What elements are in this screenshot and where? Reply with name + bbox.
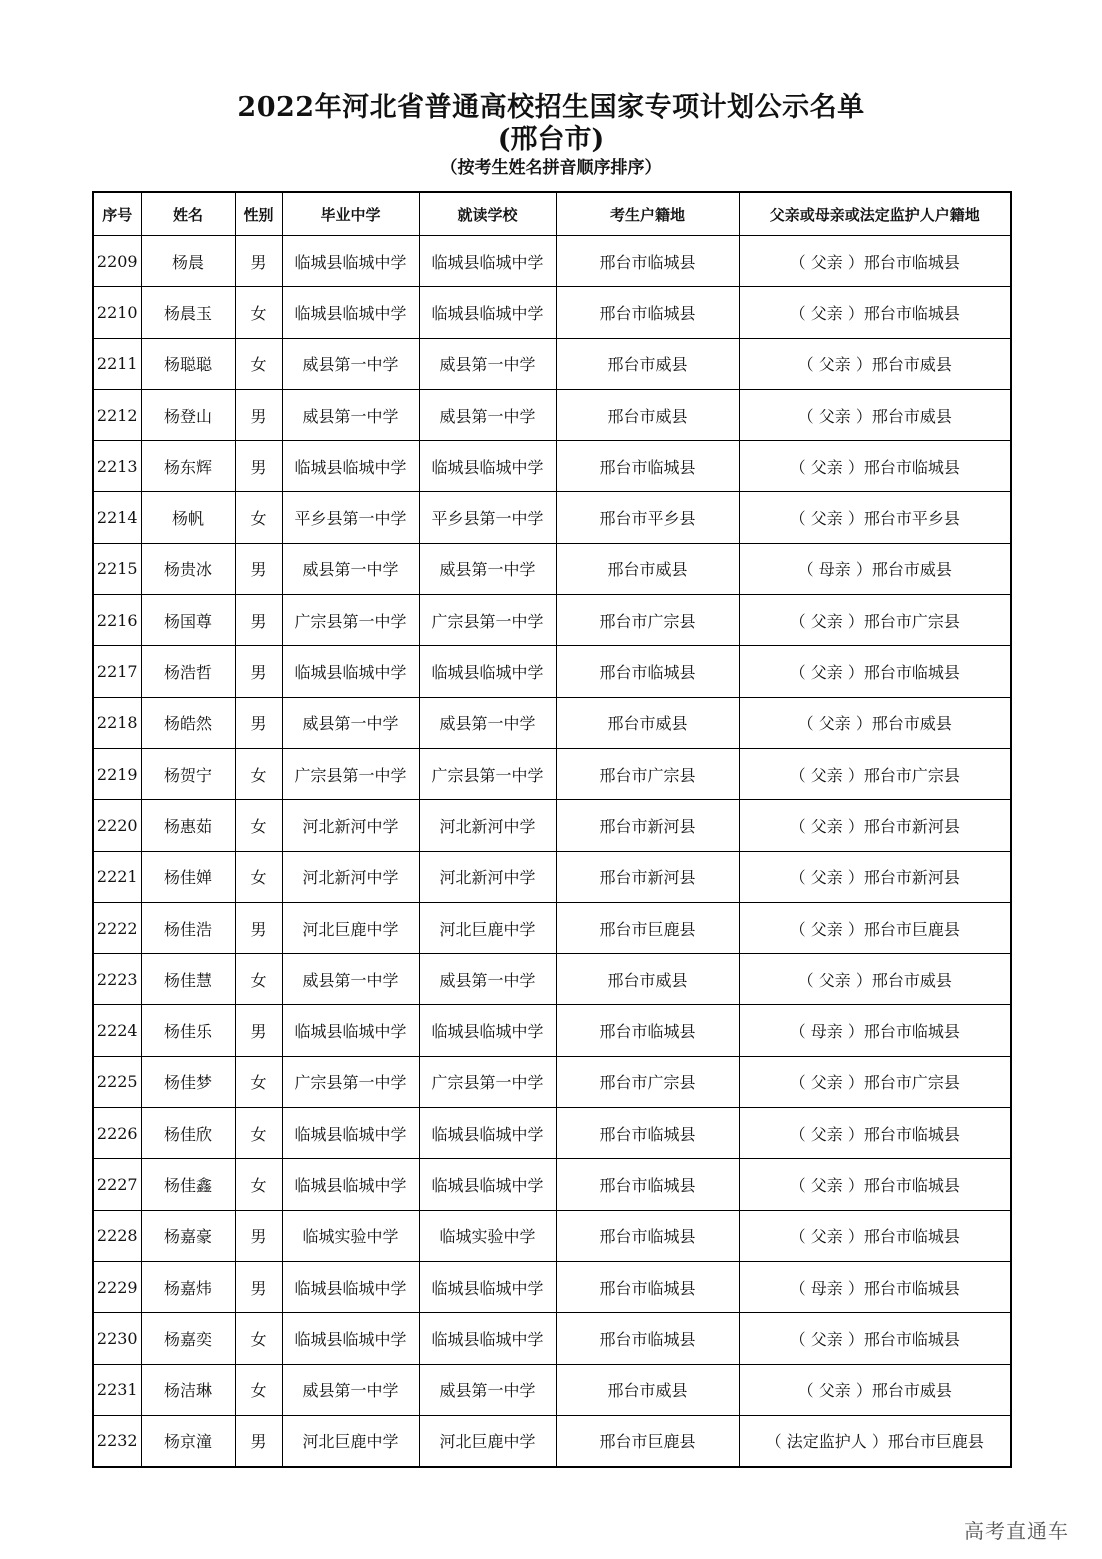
cell-seq: 2222 [93, 902, 141, 953]
cell-graduation-school: 临城县临城中学 [282, 236, 419, 287]
table-row [93, 1056, 1011, 1107]
cell-graduation-school: 广宗县第一中学 [282, 1056, 419, 1107]
cell-seq: 2218 [93, 697, 141, 748]
cell-household-registration: 邢台市威县 [556, 1364, 739, 1415]
cell-gender: 男 [235, 646, 282, 697]
cell-graduation-school: 河北巨鹿中学 [282, 1415, 419, 1467]
cell-graduation-school: 临城县临城中学 [282, 1313, 419, 1364]
cell-name: 杨佳鑫 [141, 1159, 235, 1210]
cell-name: 杨佳欣 [141, 1108, 235, 1159]
cell-current-school: 河北新河中学 [419, 800, 556, 851]
cell-guardian-registration: （ 父亲 ）邢台市新河县 [739, 800, 1011, 851]
cell-seq: 2231 [93, 1364, 141, 1415]
cell-seq: 2227 [93, 1159, 141, 1210]
cell-guardian-registration: （ 父亲 ）邢台市临城县 [739, 1210, 1011, 1261]
cell-household-registration: 邢台市临城县 [556, 1005, 739, 1056]
cell-household-registration: 邢台市新河县 [556, 800, 739, 851]
cell-household-registration: 邢台市威县 [556, 697, 739, 748]
cell-guardian-registration: （ 父亲 ）邢台市威县 [739, 389, 1011, 440]
cell-name: 杨佳慧 [141, 954, 235, 1005]
cell-current-school: 平乡县第一中学 [419, 492, 556, 543]
cell-graduation-school: 威县第一中学 [282, 954, 419, 1005]
cell-graduation-school: 临城县临城中学 [282, 1005, 419, 1056]
cell-gender: 女 [235, 492, 282, 543]
sort-note: （按考生姓名拼音顺序排序） [440, 158, 662, 178]
cell-gender: 女 [235, 1313, 282, 1364]
cell-current-school: 威县第一中学 [419, 954, 556, 1005]
header-current-school: 就读学校 [419, 192, 556, 236]
cell-guardian-registration: （ 父亲 ）邢台市威县 [739, 954, 1011, 1005]
cell-current-school: 河北巨鹿中学 [419, 902, 556, 953]
table-row [93, 748, 1011, 799]
cell-guardian-registration: （ 父亲 ）邢台市广宗县 [739, 748, 1011, 799]
cell-seq: 2216 [93, 595, 141, 646]
cell-household-registration: 邢台市巨鹿县 [556, 902, 739, 953]
cell-name: 杨国尊 [141, 595, 235, 646]
cell-graduation-school: 临城县临城中学 [282, 287, 419, 338]
cell-graduation-school: 威县第一中学 [282, 389, 419, 440]
cell-graduation-school: 临城县临城中学 [282, 1159, 419, 1210]
cell-gender: 男 [235, 1005, 282, 1056]
cell-guardian-registration: （ 父亲 ）邢台市临城县 [739, 287, 1011, 338]
table-row [93, 1313, 1011, 1364]
cell-guardian-registration: （ 母亲 ）邢台市临城县 [739, 1261, 1011, 1312]
cell-seq: 2229 [93, 1261, 141, 1312]
cell-seq: 2214 [93, 492, 141, 543]
cell-household-registration: 邢台市临城县 [556, 1159, 739, 1210]
cell-household-registration: 邢台市广宗县 [556, 595, 739, 646]
cell-seq: 2210 [93, 287, 141, 338]
cell-name: 杨晨玉 [141, 287, 235, 338]
cell-household-registration: 邢台市威县 [556, 954, 739, 1005]
cell-seq: 2209 [93, 236, 141, 287]
table-row [93, 800, 1011, 851]
cell-seq: 2232 [93, 1415, 141, 1467]
cell-seq: 2221 [93, 851, 141, 902]
cell-current-school: 威县第一中学 [419, 1364, 556, 1415]
cell-name: 杨东辉 [141, 441, 235, 492]
cell-graduation-school: 临城实验中学 [282, 1210, 419, 1261]
cell-current-school: 临城县临城中学 [419, 1005, 556, 1056]
cell-current-school: 临城县临城中学 [419, 441, 556, 492]
cell-current-school: 临城县临城中学 [419, 1108, 556, 1159]
cell-household-registration: 邢台市威县 [556, 543, 739, 594]
cell-gender: 女 [235, 748, 282, 799]
cell-gender: 女 [235, 800, 282, 851]
table-row [93, 1364, 1011, 1415]
cell-gender: 女 [235, 287, 282, 338]
cell-seq: 2224 [93, 1005, 141, 1056]
cell-guardian-registration: （ 父亲 ）邢台市临城县 [739, 441, 1011, 492]
cell-guardian-registration: （ 父亲 ）邢台市广宗县 [739, 1056, 1011, 1107]
cell-current-school: 河北新河中学 [419, 851, 556, 902]
cell-current-school: 临城县临城中学 [419, 1159, 556, 1210]
cell-household-registration: 邢台市临城县 [556, 236, 739, 287]
cell-household-registration: 邢台市威县 [556, 338, 739, 389]
cell-current-school: 威县第一中学 [419, 389, 556, 440]
cell-gender: 女 [235, 1364, 282, 1415]
cell-household-registration: 邢台市广宗县 [556, 1056, 739, 1107]
cell-graduation-school: 广宗县第一中学 [282, 748, 419, 799]
cell-household-registration: 邢台市巨鹿县 [556, 1415, 739, 1467]
cell-current-school: 威县第一中学 [419, 543, 556, 594]
table-row [93, 1108, 1011, 1159]
header-seq: 序号 [93, 192, 141, 236]
cell-gender: 男 [235, 1210, 282, 1261]
cell-graduation-school: 临城县临城中学 [282, 1108, 419, 1159]
header-household-registration: 考生户籍地 [556, 192, 739, 236]
cell-current-school: 广宗县第一中学 [419, 748, 556, 799]
cell-gender: 男 [235, 902, 282, 953]
cell-graduation-school: 河北新河中学 [282, 800, 419, 851]
cell-household-registration: 邢台市临城县 [556, 441, 739, 492]
cell-guardian-registration: （ 父亲 ）邢台市威县 [739, 338, 1011, 389]
table-row [93, 1210, 1011, 1261]
cell-name: 杨佳乐 [141, 1005, 235, 1056]
header-name: 姓名 [141, 192, 235, 236]
cell-guardian-registration: （ 父亲 ）邢台市威县 [739, 697, 1011, 748]
cell-household-registration: 邢台市临城县 [556, 646, 739, 697]
table-row [93, 902, 1011, 953]
cell-household-registration: 邢台市新河县 [556, 851, 739, 902]
cell-current-school: 临城县临城中学 [419, 1313, 556, 1364]
cell-graduation-school: 河北巨鹿中学 [282, 902, 419, 953]
cell-gender: 女 [235, 1056, 282, 1107]
cell-seq: 2213 [93, 441, 141, 492]
table-row [93, 441, 1011, 492]
cell-current-school: 广宗县第一中学 [419, 1056, 556, 1107]
cell-gender: 男 [235, 697, 282, 748]
cell-household-registration: 邢台市广宗县 [556, 748, 739, 799]
cell-seq: 2215 [93, 543, 141, 594]
cell-guardian-registration: （ 父亲 ）邢台市广宗县 [739, 595, 1011, 646]
cell-name: 杨帆 [141, 492, 235, 543]
table-row [93, 595, 1011, 646]
cell-current-school: 广宗县第一中学 [419, 595, 556, 646]
cell-name: 杨洁琳 [141, 1364, 235, 1415]
table-row [93, 851, 1011, 902]
cell-graduation-school: 威县第一中学 [282, 338, 419, 389]
cell-gender: 女 [235, 1159, 282, 1210]
header-gender: 性别 [235, 192, 282, 236]
cell-gender: 男 [235, 389, 282, 440]
watermark-text: 高考直通车 [964, 1519, 1069, 1543]
cell-name: 杨嘉奕 [141, 1313, 235, 1364]
table-row [93, 389, 1011, 440]
table-row [93, 646, 1011, 697]
cell-graduation-school: 河北新河中学 [282, 851, 419, 902]
document-subtitle: (邢台市) [497, 124, 605, 155]
roster-body [93, 236, 1011, 1468]
cell-name: 杨浩哲 [141, 646, 235, 697]
cell-graduation-school: 临城县临城中学 [282, 441, 419, 492]
cell-guardian-registration: （ 父亲 ）邢台市临城县 [739, 1159, 1011, 1210]
cell-guardian-registration: （ 父亲 ）邢台市新河县 [739, 851, 1011, 902]
cell-graduation-school: 平乡县第一中学 [282, 492, 419, 543]
cell-graduation-school: 威县第一中学 [282, 1364, 419, 1415]
cell-gender: 男 [235, 543, 282, 594]
cell-gender: 女 [235, 338, 282, 389]
cell-current-school: 临城县临城中学 [419, 236, 556, 287]
cell-name: 杨佳婵 [141, 851, 235, 902]
cell-seq: 2226 [93, 1108, 141, 1159]
cell-seq: 2220 [93, 800, 141, 851]
cell-name: 杨京潼 [141, 1415, 235, 1467]
cell-graduation-school: 威县第一中学 [282, 543, 419, 594]
cell-seq: 2230 [93, 1313, 141, 1364]
cell-household-registration: 邢台市临城县 [556, 1313, 739, 1364]
cell-gender: 女 [235, 1108, 282, 1159]
cell-current-school: 临城实验中学 [419, 1210, 556, 1261]
cell-current-school: 河北巨鹿中学 [419, 1415, 556, 1467]
cell-current-school: 临城县临城中学 [419, 287, 556, 338]
cell-guardian-registration: （ 父亲 ）邢台市临城县 [739, 236, 1011, 287]
cell-guardian-registration: （ 父亲 ）邢台市平乡县 [739, 492, 1011, 543]
cell-guardian-registration: （ 法定监护人 ）邢台市巨鹿县 [739, 1415, 1011, 1467]
cell-seq: 2223 [93, 954, 141, 1005]
cell-name: 杨皓然 [141, 697, 235, 748]
cell-seq: 2228 [93, 1210, 141, 1261]
table-row [93, 236, 1011, 287]
cell-graduation-school: 广宗县第一中学 [282, 595, 419, 646]
cell-seq: 2211 [93, 338, 141, 389]
table-row [93, 954, 1011, 1005]
table-row [93, 1415, 1011, 1467]
cell-household-registration: 邢台市临城县 [556, 1261, 739, 1312]
cell-household-registration: 邢台市威县 [556, 389, 739, 440]
cell-name: 杨嘉豪 [141, 1210, 235, 1261]
cell-current-school: 临城县临城中学 [419, 1261, 556, 1312]
table-row [93, 492, 1011, 543]
cell-gender: 男 [235, 1415, 282, 1467]
header-graduation-school: 毕业中学 [282, 192, 419, 236]
cell-name: 杨佳浩 [141, 902, 235, 953]
cell-graduation-school: 临城县临城中学 [282, 1261, 419, 1312]
cell-graduation-school: 临城县临城中学 [282, 646, 419, 697]
cell-gender: 男 [235, 1261, 282, 1312]
cell-gender: 女 [235, 851, 282, 902]
cell-seq: 2212 [93, 389, 141, 440]
cell-current-school: 威县第一中学 [419, 338, 556, 389]
cell-name: 杨佳梦 [141, 1056, 235, 1107]
cell-name: 杨嘉炜 [141, 1261, 235, 1312]
cell-current-school: 威县第一中学 [419, 697, 556, 748]
cell-guardian-registration: （ 父亲 ）邢台市巨鹿县 [739, 902, 1011, 953]
cell-gender: 男 [235, 441, 282, 492]
cell-graduation-school: 威县第一中学 [282, 697, 419, 748]
cell-seq: 2217 [93, 646, 141, 697]
cell-guardian-registration: （ 父亲 ）邢台市临城县 [739, 1313, 1011, 1364]
table-row [93, 697, 1011, 748]
table-row [93, 543, 1011, 594]
table-row [93, 1261, 1011, 1312]
cell-seq: 2225 [93, 1056, 141, 1107]
cell-name: 杨贵冰 [141, 543, 235, 594]
cell-gender: 男 [235, 236, 282, 287]
cell-seq: 2219 [93, 748, 141, 799]
header-guardian-registration: 父亲或母亲或法定监护人户籍地 [739, 192, 1011, 236]
cell-gender: 女 [235, 954, 282, 1005]
cell-name: 杨聪聪 [141, 338, 235, 389]
table-row [93, 1005, 1011, 1056]
cell-guardian-registration: （ 父亲 ）邢台市临城县 [739, 646, 1011, 697]
cell-gender: 男 [235, 595, 282, 646]
cell-name: 杨登山 [141, 389, 235, 440]
table-row [93, 287, 1011, 338]
cell-name: 杨晨 [141, 236, 235, 287]
cell-guardian-registration: （ 父亲 ）邢台市威县 [739, 1364, 1011, 1415]
table-header-row [93, 192, 1011, 236]
table-row [93, 338, 1011, 389]
cell-guardian-registration: （ 父亲 ）邢台市临城县 [739, 1108, 1011, 1159]
cell-household-registration: 邢台市临城县 [556, 1210, 739, 1261]
cell-guardian-registration: （ 母亲 ）邢台市威县 [739, 543, 1011, 594]
cell-household-registration: 邢台市平乡县 [556, 492, 739, 543]
cell-current-school: 临城县临城中学 [419, 646, 556, 697]
cell-household-registration: 邢台市临城县 [556, 1108, 739, 1159]
document-title: 2022年河北省普通高校招生国家专项计划公示名单 [237, 92, 865, 123]
cell-name: 杨惠茹 [141, 800, 235, 851]
cell-name: 杨贺宁 [141, 748, 235, 799]
table-row [93, 1159, 1011, 1210]
cell-guardian-registration: （ 母亲 ）邢台市临城县 [739, 1005, 1011, 1056]
roster-table [92, 191, 1012, 1468]
cell-household-registration: 邢台市临城县 [556, 287, 739, 338]
